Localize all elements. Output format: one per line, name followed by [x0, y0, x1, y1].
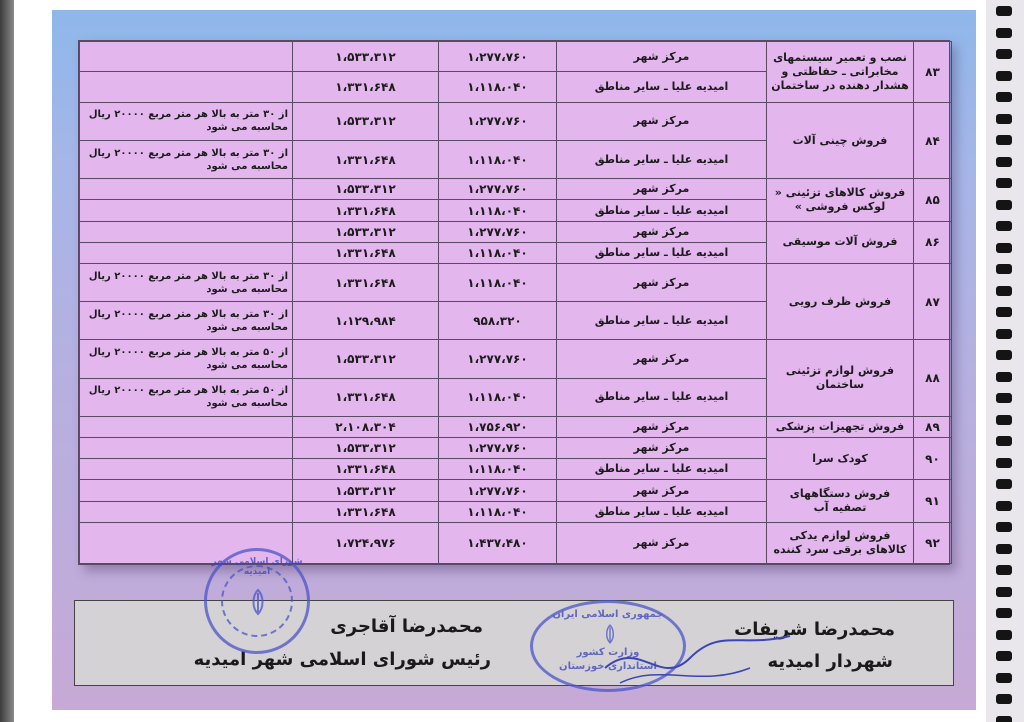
value-2: ۱،۵۳۳،۳۱۲: [293, 102, 439, 140]
note: [80, 42, 293, 72]
zone-name: امیدیه علیا ـ سایر مناطق: [557, 378, 767, 416]
note: از ۵۰ متر به بالا هر متر مربع ۲۰۰۰۰ ریال محاسبه می شود: [80, 378, 293, 416]
value-2: ۱،۳۳۱،۶۴۸: [293, 200, 439, 221]
value-1: ۱،۱۱۸،۰۴۰: [439, 141, 557, 179]
binder-hole: [996, 651, 1012, 661]
note: [80, 501, 293, 522]
binder-hole: [996, 587, 1012, 597]
activity-title: کودک سرا: [767, 438, 914, 480]
value-2: ۱،۵۳۳،۳۱۲: [293, 340, 439, 378]
spiral-binding: [992, 0, 1018, 722]
zone-name: مرکز شهر: [557, 102, 767, 140]
zone-name: امیدیه علیا ـ سایر مناطق: [557, 302, 767, 340]
value-1: ۱،۲۷۷،۷۶۰: [439, 42, 557, 72]
council-seal-text: شورای اسلامی شهر امیدیه: [211, 557, 303, 577]
row-number: ۹۱: [914, 480, 952, 522]
binder-hole: [996, 135, 1012, 145]
zone-name: مرکز شهر: [557, 438, 767, 459]
value-2: ۱،۵۳۳،۳۱۲: [293, 221, 439, 242]
row-number: ۸۶: [914, 221, 952, 263]
zone-name: مرکز شهر: [557, 42, 767, 72]
row-number: ۸۹: [914, 416, 952, 437]
value-2: ۱،۵۳۳،۳۱۲: [293, 438, 439, 459]
zone-name: مرکز شهر: [557, 480, 767, 501]
value-1: ۱،۱۱۸،۰۴۰: [439, 242, 557, 263]
row-number: ۸۷: [914, 264, 952, 340]
emblem-icon: [243, 587, 273, 617]
note: از ۳۰ متر به بالا هر متر مربع ۲۰۰۰۰ ریال محاسبه می شود: [80, 302, 293, 340]
tariff-table-container: [78, 40, 950, 565]
binder-hole: [996, 92, 1012, 102]
zone-name: امیدیه علیا ـ سایر مناطق: [557, 141, 767, 179]
table-row: [80, 438, 952, 459]
binder-hole: [996, 264, 1012, 274]
note: [80, 242, 293, 263]
binder-hole: [996, 479, 1012, 489]
binder-hole: [996, 544, 1012, 554]
value-1: ۱،۷۵۶،۹۲۰: [439, 416, 557, 437]
binder-hole: [996, 178, 1012, 188]
mayor-title: شهردار امیدیه: [767, 651, 893, 672]
value-2: ۱،۷۲۴،۹۷۶: [293, 522, 439, 563]
activity-title: فروش کالاهای تزئینی « لوکس فروشی »: [767, 179, 914, 221]
note: از ۳۰ متر به بالا هر متر مربع ۲۰۰۰۰ ریال محاسبه می شود: [80, 264, 293, 302]
note: [80, 200, 293, 221]
binder-hole: [996, 71, 1012, 81]
binder-hole: [996, 716, 1012, 722]
binder-hole: [996, 608, 1012, 618]
value-1: ۱،۲۷۷،۷۶۰: [439, 179, 557, 200]
value-2: ۱،۳۳۱،۶۴۸: [293, 242, 439, 263]
value-2: ۱،۵۳۳،۳۱۲: [293, 179, 439, 200]
binder-hole: [996, 221, 1012, 231]
note: از ۳۰ متر به بالا هر متر مربع ۲۰۰۰۰ ریال محاسبه می شود: [80, 141, 293, 179]
binder-hole: [996, 393, 1012, 403]
table-row: [80, 102, 952, 140]
binder-hole: [996, 350, 1012, 360]
zone-name: امیدیه علیا ـ سایر مناطق: [557, 72, 767, 102]
governorate-seal-line1: جمهوری اسلامی ایران: [552, 609, 664, 620]
activity-title: نصب و تعمیر سیستمهای مخابراتی ـ حفاظتی و هشدار دهنده در ساختمان: [767, 42, 914, 103]
row-number: ۹۰: [914, 438, 952, 480]
table-row: [80, 480, 952, 501]
table-row: [80, 42, 952, 72]
value-2: ۱،۱۲۹،۹۸۴: [293, 302, 439, 340]
activity-title: فروش آلات موسیقی: [767, 221, 914, 263]
value-2: ۱،۳۳۱،۶۴۸: [293, 378, 439, 416]
binder-hole: [996, 243, 1012, 253]
value-1: ۱،۴۳۷،۴۸۰: [439, 522, 557, 563]
zone-name: مرکز شهر: [557, 221, 767, 242]
value-2: ۱،۳۳۱،۶۴۸: [293, 141, 439, 179]
binder-hole: [996, 415, 1012, 425]
row-number: ۹۲: [914, 522, 952, 563]
scan-edge: [0, 0, 14, 722]
mayor-name: محمدرضا شریفات: [734, 619, 895, 640]
zone-name: مرکز شهر: [557, 264, 767, 302]
value-2: ۱،۵۳۳،۳۱۲: [293, 42, 439, 72]
binder-hole: [996, 114, 1012, 124]
governorate-seal-line2: وزارت کشور: [576, 647, 640, 658]
tariff-table: [79, 41, 952, 564]
binder-hole: [996, 329, 1012, 339]
table-row: [80, 264, 952, 302]
binder-hole: [996, 372, 1012, 382]
council-head-name: محمدرضا آقاجری: [330, 616, 483, 637]
value-1: ۱،۱۱۸،۰۴۰: [439, 200, 557, 221]
note: [80, 221, 293, 242]
council-head-title: رئیس شورای اسلامی شهر امیدیه: [193, 649, 491, 670]
value-1: ۱،۲۷۷،۷۶۰: [439, 438, 557, 459]
binder-hole: [996, 6, 1012, 16]
binder-hole: [996, 49, 1012, 59]
signature-scribble: [600, 628, 800, 698]
binder-hole: [996, 501, 1012, 511]
binder-hole: [996, 694, 1012, 704]
note: [80, 72, 293, 102]
zone-name: امیدیه علیا ـ سایر مناطق: [557, 501, 767, 522]
table-row: [80, 179, 952, 200]
value-1: ۱،۲۷۷،۷۶۰: [439, 102, 557, 140]
binder-hole: [996, 157, 1012, 167]
activity-title: فروش لوازم تزئینی ساختمان: [767, 340, 914, 416]
binder-hole: [996, 286, 1012, 296]
value-2: ۱،۳۳۱،۶۴۸: [293, 501, 439, 522]
binder-hole: [996, 565, 1012, 575]
value-1: ۱،۲۷۷،۷۶۰: [439, 480, 557, 501]
binder-hole: [996, 200, 1012, 210]
zone-name: مرکز شهر: [557, 416, 767, 437]
table-row: [80, 221, 952, 242]
activity-title: فروش چینی آلات: [767, 102, 914, 178]
value-2: ۲،۱۰۸،۳۰۴: [293, 416, 439, 437]
row-number: ۸۵: [914, 179, 952, 221]
note: [80, 416, 293, 437]
activity-title: فروش لوازم یدکی کالاهای برقی سرد کننده: [767, 522, 914, 563]
binder-hole: [996, 436, 1012, 446]
binder-hole: [996, 28, 1012, 38]
row-number: ۸۸: [914, 340, 952, 416]
note: از ۵۰ متر به بالا هر متر مربع ۲۰۰۰۰ ریال محاسبه می شود: [80, 340, 293, 378]
binder-hole: [996, 307, 1012, 317]
note: [80, 438, 293, 459]
zone-name: امیدیه علیا ـ سایر مناطق: [557, 459, 767, 480]
note: [80, 459, 293, 480]
zone-name: مرکز شهر: [557, 179, 767, 200]
table-row: [80, 416, 952, 437]
activity-title: فروش تجهیزات پزشکی: [767, 416, 914, 437]
row-number: ۸۳: [914, 42, 952, 103]
value-1: ۱،۲۷۷،۷۶۰: [439, 221, 557, 242]
value-1: ۹۵۸،۳۲۰: [439, 302, 557, 340]
binder-hole: [996, 673, 1012, 683]
row-number: ۸۴: [914, 102, 952, 178]
value-1: ۱،۱۱۸،۰۴۰: [439, 501, 557, 522]
binder-hole: [996, 630, 1012, 640]
value-2: ۱،۳۳۱،۶۴۸: [293, 459, 439, 480]
value-1: ۱،۱۱۸،۰۴۰: [439, 72, 557, 102]
zone-name: امیدیه علیا ـ سایر مناطق: [557, 200, 767, 221]
zone-name: مرکز شهر: [557, 340, 767, 378]
governorate-seal-line3: استانداری خوزستان: [559, 661, 657, 672]
binder-hole: [996, 458, 1012, 468]
binder-hole: [996, 522, 1012, 532]
table-row: [80, 340, 952, 378]
value-1: ۱،۱۱۸،۰۴۰: [439, 378, 557, 416]
value-1: ۱،۱۱۸،۰۴۰: [439, 264, 557, 302]
value-2: ۱،۳۳۱،۶۴۸: [293, 72, 439, 102]
value-2: ۱،۳۳۱،۶۴۸: [293, 264, 439, 302]
note: [80, 480, 293, 501]
value-1: ۱،۱۱۸،۰۴۰: [439, 459, 557, 480]
zone-name: امیدیه علیا ـ سایر مناطق: [557, 242, 767, 263]
activity-title: فروش دستگاههای تصفیه آب: [767, 480, 914, 522]
value-1: ۱،۲۷۷،۷۶۰: [439, 340, 557, 378]
activity-title: فروش ظرف رویی: [767, 264, 914, 340]
note: از ۳۰ متر به بالا هر متر مربع ۲۰۰۰۰ ریال محاسبه می شود: [80, 102, 293, 140]
council-seal: [204, 548, 310, 654]
value-2: ۱،۵۳۳،۳۱۲: [293, 480, 439, 501]
note: [80, 179, 293, 200]
zone-name: مرکز شهر: [557, 522, 767, 563]
